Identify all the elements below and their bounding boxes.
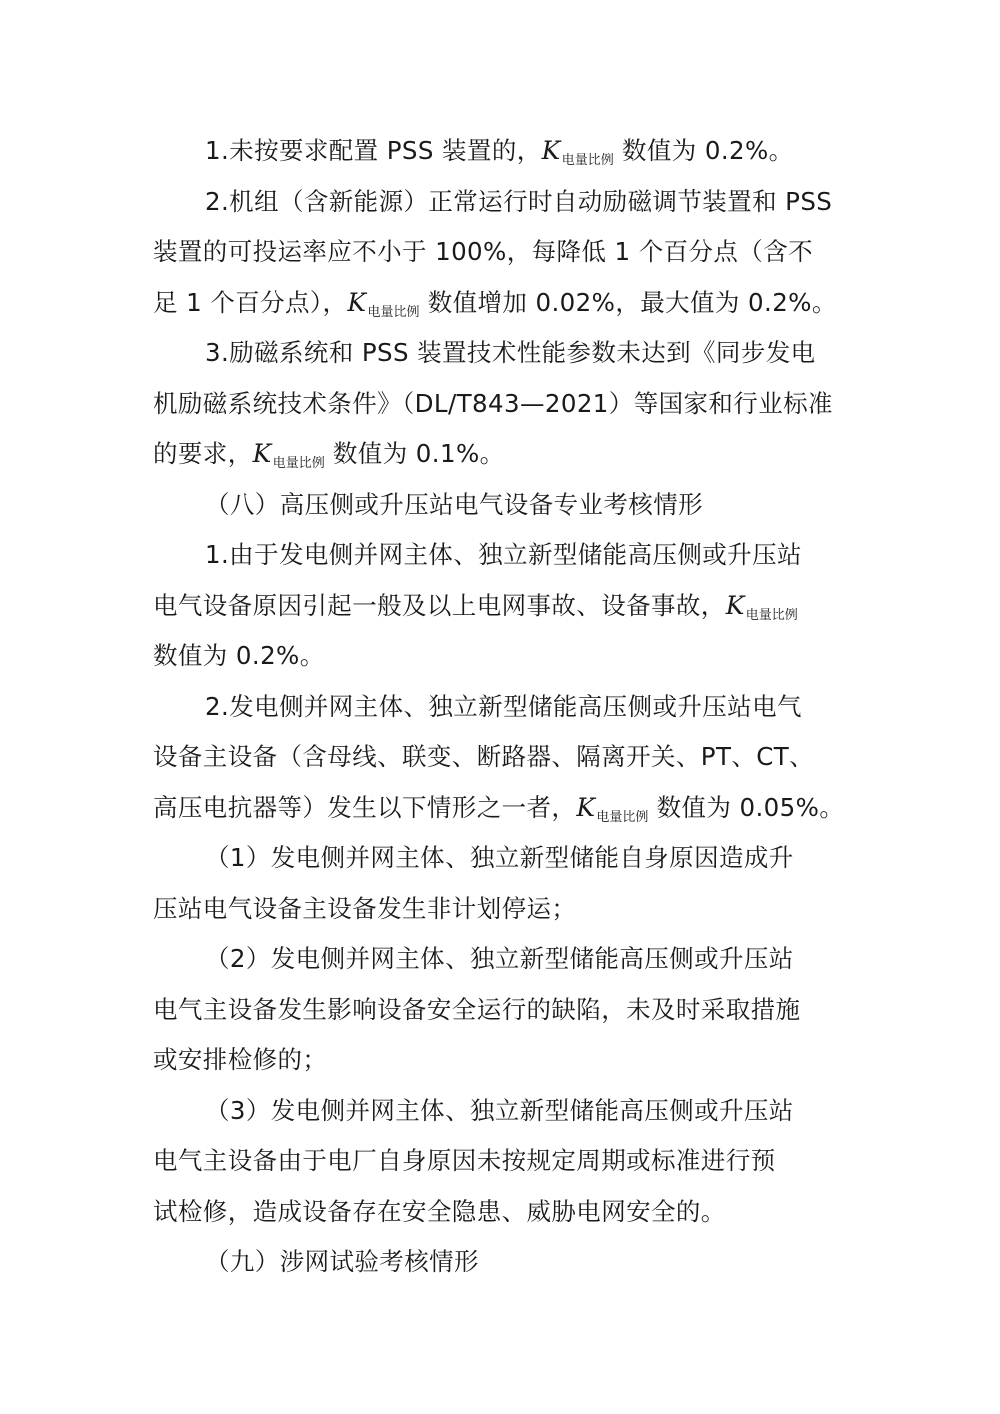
- list-item-2: [153, 934, 853, 985]
- paragraph-availability-line: [153, 278, 853, 329]
- k-subscript: 电量比例: [272, 456, 325, 471]
- paragraph-equipment-line: [153, 732, 853, 783]
- list-item-3: [153, 1086, 853, 1137]
- text-segment: 2.发电侧并网主体、独立新型储能高压侧或升压站电气: [205, 691, 802, 721]
- text-segment: 电气主设备发生影响设备安全运行的缺陷，未及时采取措施: [153, 994, 801, 1024]
- list-item-3: [153, 1136, 853, 1187]
- text-segment: 数值增加 0.02%，最大值为 0.2%。: [427, 287, 837, 317]
- list-item-2: [153, 985, 853, 1036]
- paragraph-pss-config-line: [153, 126, 853, 177]
- k-symbol: K: [541, 136, 561, 165]
- paragraph-accident-line: [153, 581, 853, 632]
- k-subscript: 电量比例: [596, 809, 649, 825]
- text-segment: （1）发电侧并网主体、独立新型储能自身原因造成升: [205, 843, 794, 872]
- paragraph-equipment-line: [153, 783, 853, 834]
- text-segment: 高压电抗器等）发生以下情形之一者，: [153, 792, 577, 822]
- paragraph-accident-line: [153, 530, 853, 581]
- text-segment: （3）发电侧并网主体、独立新型储能高压侧或升压站: [205, 1095, 794, 1125]
- text-segment: 压站电气设备主设备发生非计划停运；: [153, 893, 577, 923]
- paragraph-performance-line: [153, 429, 853, 480]
- paragraph-accident-line: [153, 631, 853, 682]
- section-heading-nine: [153, 1237, 853, 1288]
- paragraph-performance-line: [153, 379, 853, 430]
- paragraph-availability-line: [153, 177, 853, 228]
- text-segment: 1.由于发电侧并网主体、独立新型储能高压侧或升压站: [205, 540, 802, 569]
- k-subscript: 电量比例: [367, 304, 420, 320]
- list-item-2: [153, 1035, 853, 1086]
- text-segment: 设备主设备（含母线、联变、断路器、隔离开关、PT、CT、: [153, 742, 815, 771]
- text-segment: 机励磁系统技术条件》（DL/T843—2021）等国家和行业标准: [153, 388, 833, 418]
- list-item-1: [153, 833, 853, 884]
- k-symbol: K: [252, 439, 272, 468]
- text-segment: 数值为 0.1%。: [332, 439, 505, 468]
- text-segment: 或安排检修的；: [153, 1045, 328, 1074]
- text-segment: 1.未按要求配置 PSS 装置的，: [205, 136, 542, 165]
- section-heading-eight: [153, 480, 853, 531]
- text-segment: 2.机组（含新能源）正常运行时自动励磁调节装置和 PSS: [205, 186, 833, 216]
- list-item-3: [153, 1187, 853, 1238]
- k-subscript: 电量比例: [561, 153, 614, 168]
- text-segment: 电气主设备由于电厂自身原因未按规定周期或标准进行预: [153, 1146, 776, 1175]
- text-segment: 电气设备原因引起一般及以上电网事故、设备事故，: [153, 590, 726, 620]
- text-segment: 数值为 0.05%。: [656, 792, 845, 822]
- k-symbol: K: [347, 287, 367, 317]
- text-segment: 数值为 0.2%。: [621, 136, 794, 165]
- paragraph-equipment-line: [153, 682, 853, 733]
- text-segment: 装置的可投运率应不小于 100%，每降低 1 个百分点（含不: [153, 237, 813, 266]
- paragraph-performance-line: [153, 328, 853, 379]
- text-segment: 足 1 个百分点），: [153, 287, 348, 317]
- k-subscript: 电量比例: [745, 607, 798, 623]
- heading-text: （九）涉网试验考核情形: [205, 1247, 479, 1276]
- document-body: [153, 126, 853, 1288]
- list-item-1: [153, 884, 853, 935]
- heading-text: （八）高压侧或升压站电气设备专业考核情形: [205, 489, 703, 519]
- text-segment: 3.励磁系统和 PSS 装置技术性能参数未达到《同步发电: [205, 338, 816, 367]
- paragraph-availability-line: [153, 227, 853, 278]
- text-segment: 的要求，: [153, 439, 253, 468]
- text-segment: （2）发电侧并网主体、独立新型储能高压侧或升压站: [205, 944, 794, 973]
- k-symbol: K: [576, 792, 596, 822]
- text-segment: 试检修，造成设备存在安全隐患、威胁电网安全的。: [153, 1196, 726, 1226]
- k-symbol: K: [725, 590, 745, 620]
- text-segment: 数值为 0.2%。: [153, 641, 325, 670]
